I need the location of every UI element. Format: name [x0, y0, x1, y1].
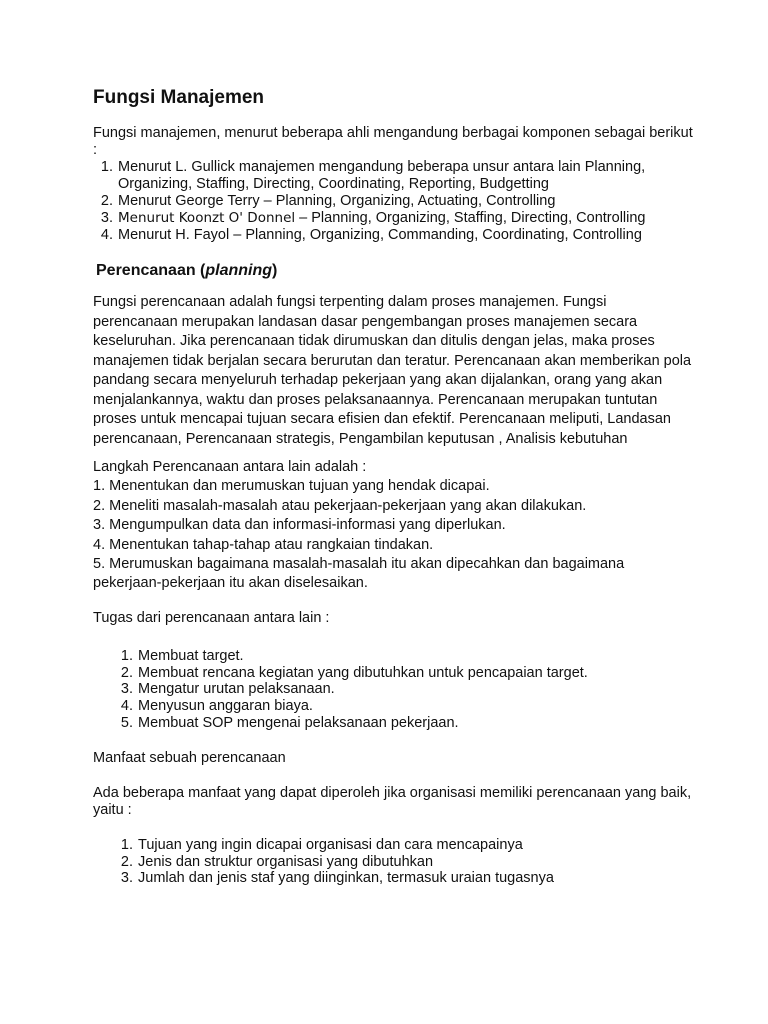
tasks-list: [93, 648, 693, 732]
heading-prefix: Perencanaan (: [96, 262, 206, 279]
section-heading-planning: [96, 260, 693, 282]
benefits-heading: Manfaat sebuah perencanaan: [93, 749, 286, 766]
step-item: 1. Menentukan dan merumuskan tujuan yang hendak dicapai.: [93, 478, 490, 495]
list-item: 1. Membuat target.: [137, 648, 693, 665]
steps-block: [93, 458, 693, 594]
steps-lead: Langkah Perencanaan antara lain adalah :: [93, 459, 367, 475]
benefits-list: [93, 837, 693, 887]
list-item: 2. Menurut George Terry – Planning, Organizing, Actuating, Controlling: [117, 193, 693, 210]
step-item: 4. Menentukan tahap-tahap atau rangkaian tindakan.: [93, 536, 434, 553]
list-item: 2. Jenis dan struktur organisasi yang dibutuhkan: [137, 854, 693, 871]
list-item: 3. Mengatur urutan pelaksanaan.: [137, 681, 693, 698]
page-title: Fungsi Manajemen: [93, 87, 265, 108]
benefits-lead: Ada beberapa manfaat yang dapat diperoleh jika organisasi memiliki perencanaan yang baik, yaitu :: [93, 784, 692, 818]
author-functions: – Planning, Organizing, Staffing, Directing, Controlling: [295, 210, 646, 226]
list-item: 4. Menyusun anggaran biaya.: [137, 698, 693, 715]
planning-paragraph: Fungsi perencanaan adalah fungsi terpenting dalam proses manajemen. Fungsi perencanaan merupakan landasan dasar pengembangan proses manajemen secara keseluruhan. Jika perencanaan tidak dirumuskan dan ditulis dengan jelas, maka proses manajemen tidak berjalan secara berurutan dan teratur. Perencanaan akan memberikan pola pandang secara menyeluruh terhadap pekerjaan yang akan dijalankan, orang yang akan menjalankannya, waktu dan proses pelaksanaannya. Perencanaan merupakan tuntutan proses untuk mencapai tujuan secara efisien dan efektif. Perencanaan meliputi, Landasan perencanaan, Perencanaan strategis, Pengambilan keputusan , Analisis kebutuhan: [93, 294, 692, 447]
list-item: 4. Menurut H. Fayol – Planning, Organizing, Commanding, Coordinating, Controlling: [117, 227, 693, 244]
list-item: 1. Tujuan yang ingin dicapai organisasi dan cara mencapainya: [137, 837, 693, 854]
step-item: 3. Mengumpulkan data dan informasi-informasi yang diperlukan.: [93, 517, 506, 534]
step-item: 2. Meneliti masalah-masalah atau pekerjaan-pekerjaan yang akan dilakukan.: [93, 497, 587, 514]
document-page: [93, 86, 693, 887]
heading-italic: planning: [205, 262, 273, 279]
heading-suffix: ): [272, 262, 278, 279]
step-item: 5. Merumuskan bagaimana masalah-masalah itu akan dipecahkan dan bagaimana pekerjaan-pekerjaan itu akan diselesaikan.: [93, 556, 625, 592]
list-item: 5. Membuat SOP mengenai pelaksanaan pekerjaan.: [137, 715, 693, 732]
author-name: Menurut Koonzt O' Donnel: [118, 210, 296, 226]
tasks-lead: Tugas dari perencanaan antara lain :: [93, 609, 330, 626]
list-item: 2. Membuat rencana kegiatan yang dibutuhkan untuk pencapaian target.: [137, 665, 693, 682]
list-item: 3. Jumlah dan jenis staf yang diinginkan, termasuk uraian tugasnya: [137, 870, 693, 887]
intro-lead: Fungsi manajemen, menurut beberapa ahli mengandung berbagai komponen sebagai berikut :: [93, 125, 693, 158]
list-item: 1. Menurut L. Gullick manajemen mengandung beberapa unsur antara lain Planning, Organizing, Staffing, Directing, Coordinating, Reporting, Budgetting: [117, 159, 693, 193]
intro-list: [93, 159, 693, 244]
list-item: [117, 210, 693, 227]
